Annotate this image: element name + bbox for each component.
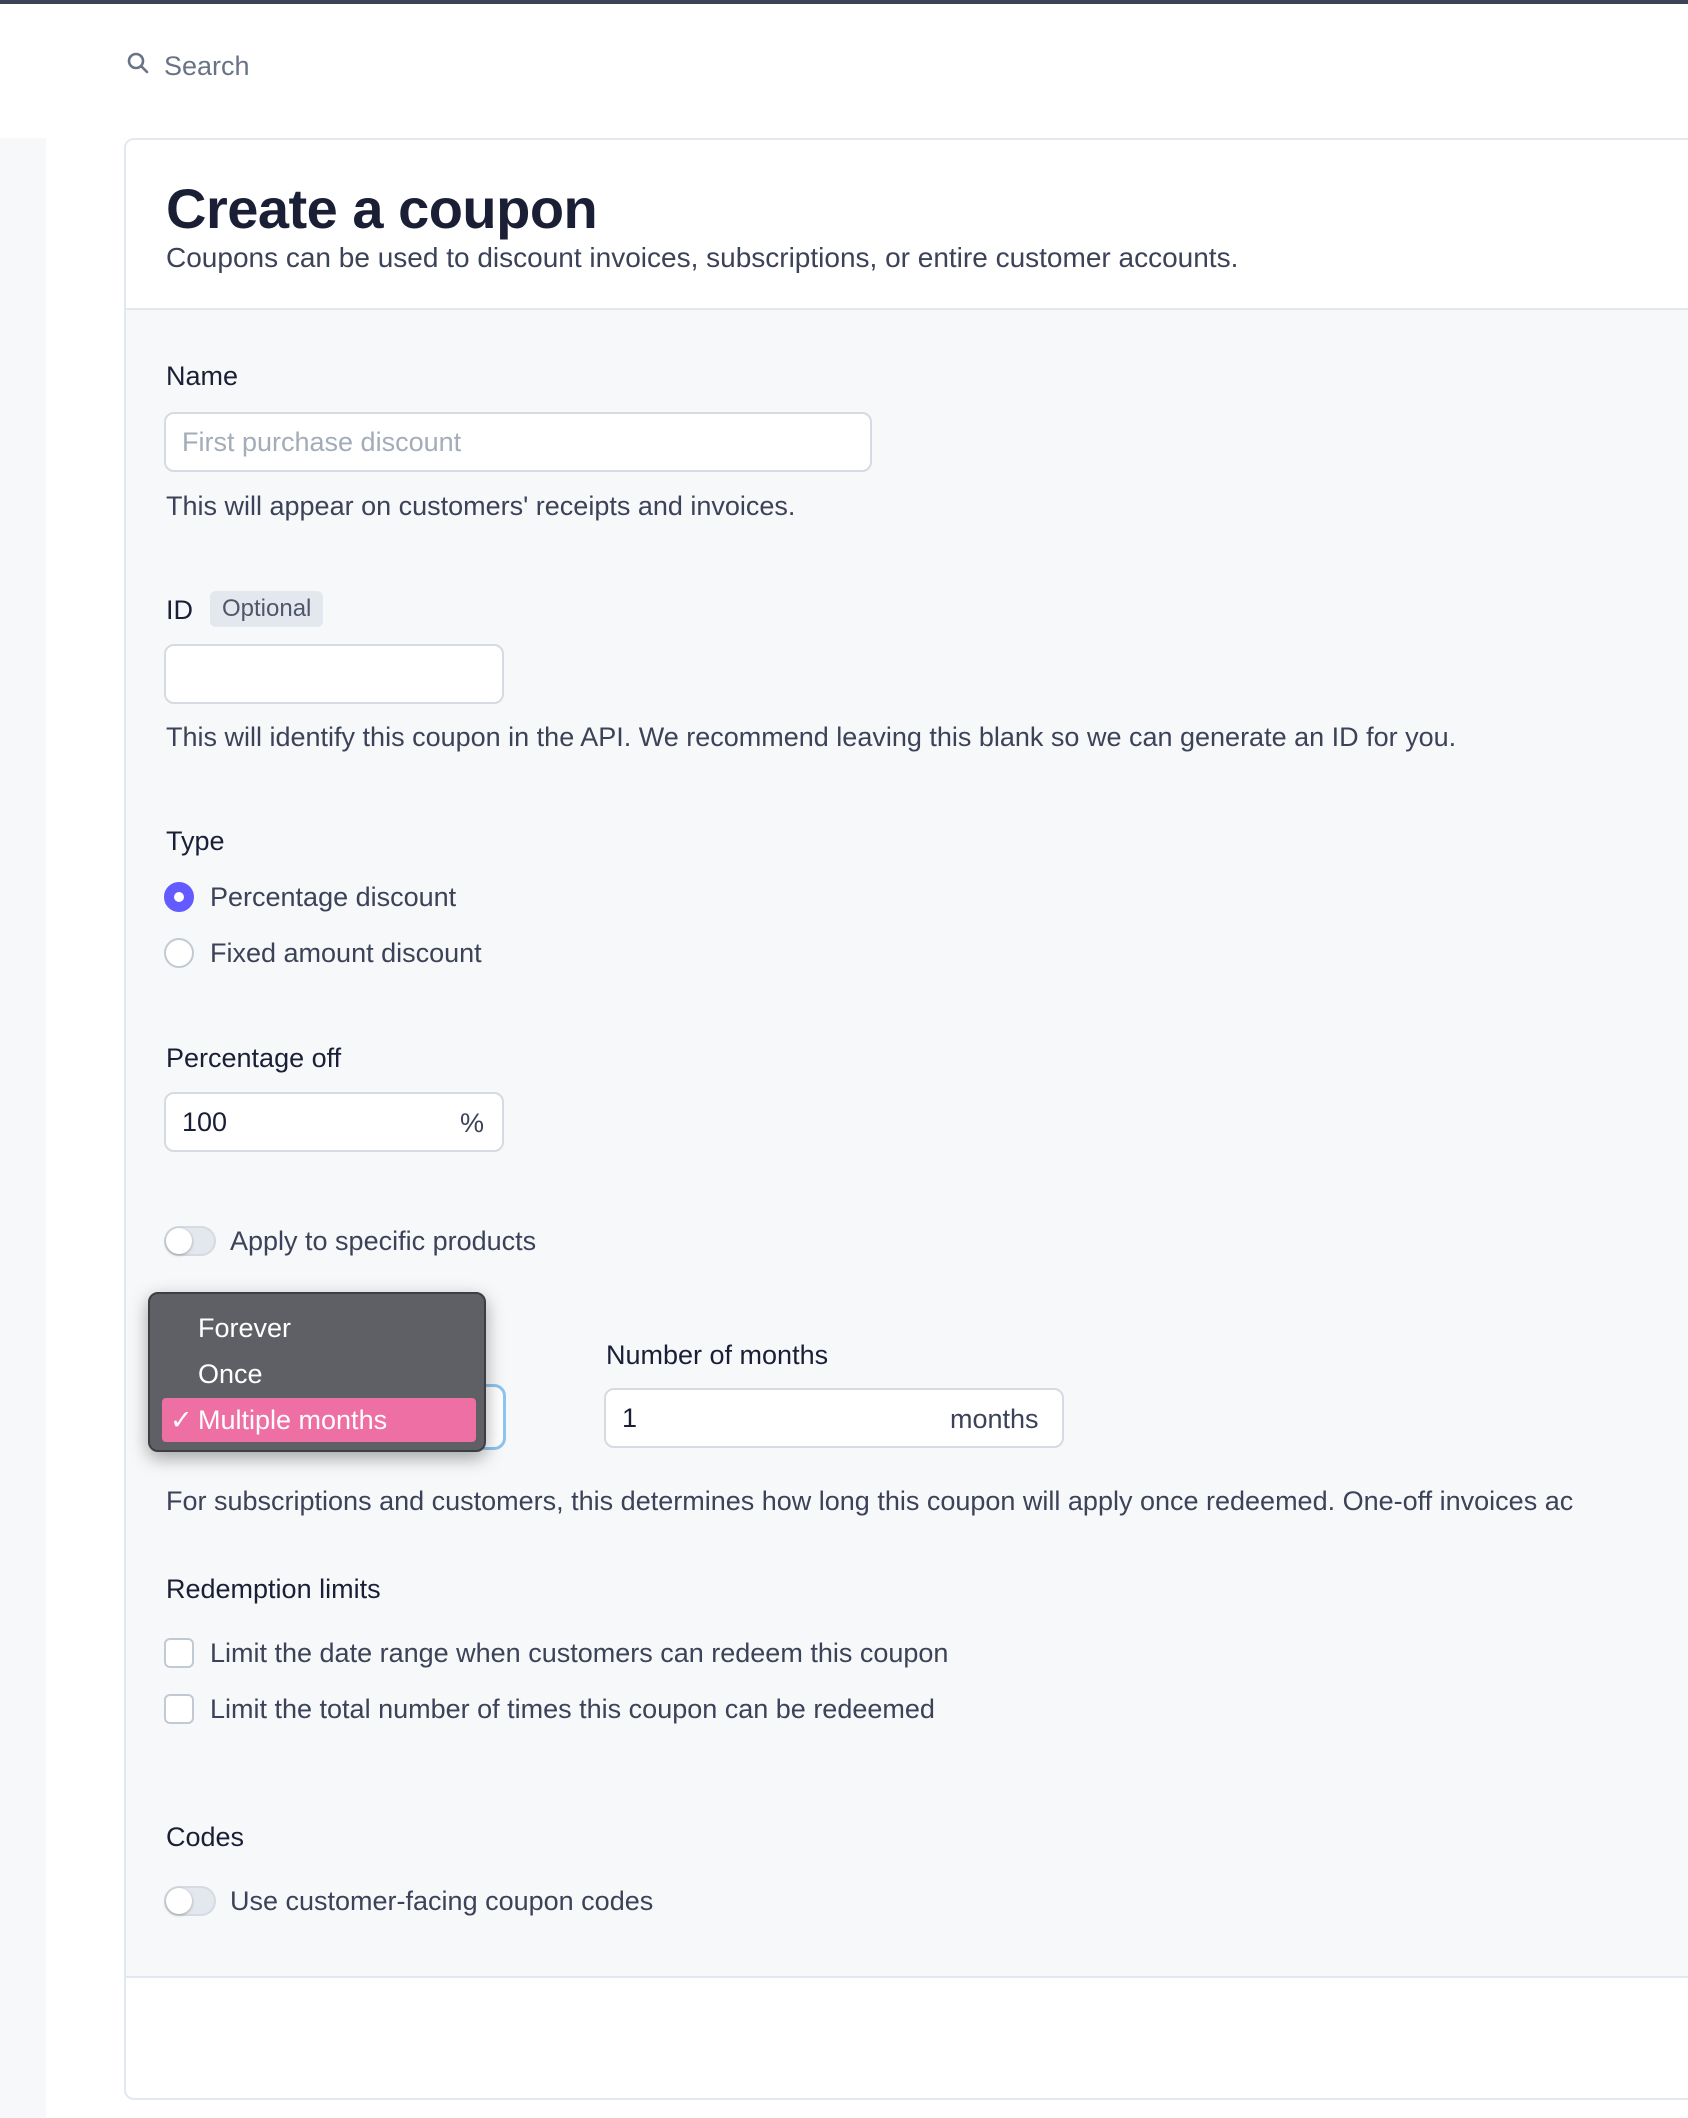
codes-label: Codes bbox=[166, 1822, 245, 1852]
duration-dropdown-menu bbox=[148, 1292, 486, 1452]
page-subtitle: Coupons can be used to discount invoices, subscriptions, or entire customer accounts. bbox=[166, 242, 1239, 273]
search-icon bbox=[126, 51, 150, 82]
top-border bbox=[0, 0, 1688, 4]
type-label: Type bbox=[166, 826, 225, 856]
redemption-limits-label: Redemption limits bbox=[166, 1574, 381, 1604]
number-of-months-label: Number of months bbox=[606, 1340, 829, 1370]
percentage-off-label: Percentage off bbox=[166, 1043, 342, 1073]
search-label: Search bbox=[164, 50, 250, 81]
search-bar[interactable] bbox=[126, 46, 250, 86]
limit-date-range-label: Limit the date range when customers can redeem this coupon bbox=[210, 1638, 949, 1668]
coupon-codes-toggle[interactable] bbox=[164, 1886, 216, 1916]
coupon-codes-label: Use customer-facing coupon codes bbox=[230, 1886, 654, 1916]
months-suffix: months bbox=[950, 1404, 1039, 1434]
limit-date-range-checkbox[interactable] bbox=[164, 1638, 194, 1668]
id-input[interactable] bbox=[164, 644, 504, 704]
page-title: Create a coupon bbox=[166, 177, 598, 240]
duration-option-multiple-months-label: Multiple months bbox=[198, 1405, 388, 1435]
radio-percentage-discount[interactable] bbox=[164, 882, 194, 912]
percent-suffix: % bbox=[460, 1108, 485, 1138]
id-label: ID bbox=[166, 595, 193, 625]
duration-option-forever[interactable]: Forever bbox=[198, 1313, 292, 1343]
duration-help: For subscriptions and customers, this determines how long this coupon will apply once redeemed. One-off invoices ac bbox=[166, 1486, 1574, 1516]
radio-fixed-amount-discount[interactable] bbox=[164, 938, 194, 968]
name-help: This will appear on customers' receipts and invoices. bbox=[166, 491, 796, 521]
radio-percentage-label: Percentage discount bbox=[210, 882, 457, 912]
optional-badge: Optional bbox=[210, 591, 323, 627]
card-header bbox=[126, 140, 1688, 310]
percentage-off-input[interactable] bbox=[164, 1092, 504, 1152]
duration-option-once[interactable]: Once bbox=[198, 1359, 263, 1389]
apply-products-toggle[interactable] bbox=[164, 1226, 216, 1256]
name-label: Name bbox=[166, 361, 239, 391]
name-input[interactable] bbox=[164, 412, 872, 472]
check-icon: ✓ bbox=[170, 1405, 193, 1435]
limit-redemptions-checkbox[interactable] bbox=[164, 1694, 194, 1724]
radio-fixed-amount-label: Fixed amount discount bbox=[210, 938, 482, 968]
left-rail bbox=[0, 138, 46, 2118]
id-help: This will identify this coupon in the API. We recommend leaving this blank so we can generate an ID for you. bbox=[166, 722, 1457, 752]
duration-option-multiple-months[interactable] bbox=[162, 1398, 476, 1442]
apply-products-label: Apply to specific products bbox=[230, 1226, 537, 1256]
limit-redemptions-label: Limit the total number of times this coupon can be redeemed bbox=[210, 1694, 935, 1724]
